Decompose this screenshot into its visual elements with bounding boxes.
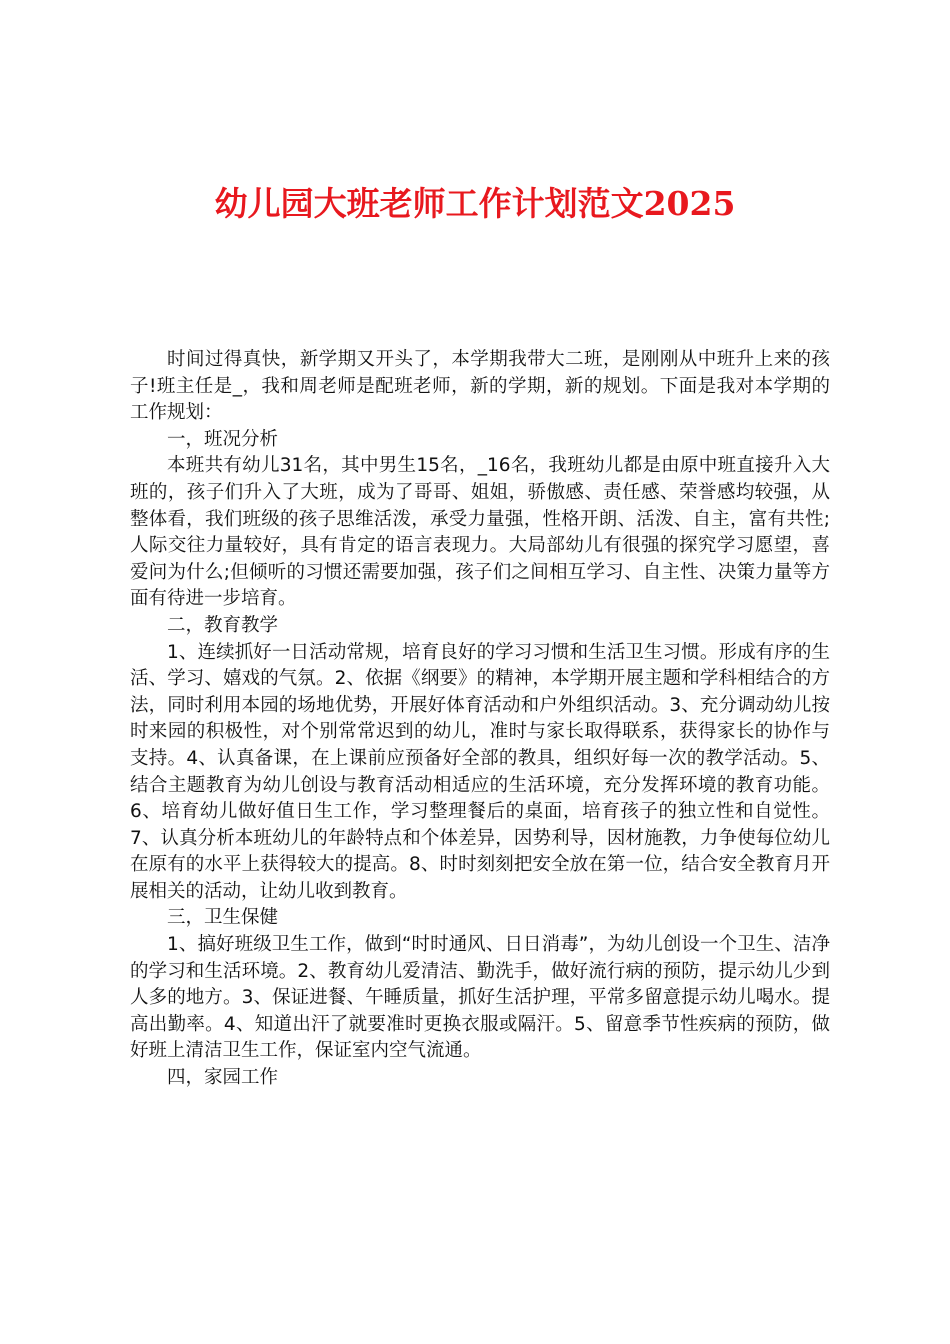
section-heading-home-school: 四，家园工作 <box>167 1067 279 1089</box>
document-body <box>130 347 830 1092</box>
intro-paragraph: 时间过得真快，新学期又开头了，本学期我带大二班，是刚刚从中班升上来的孩子!班主任是_，我和周老师是配班老师，新的学期，新的规划。下面是我对本学期的工作规划： <box>130 349 830 424</box>
teaching-paragraph: 1、连续抓好一日活动常规，培育良好的学习习惯和生活卫生习惯。形成有序的生活、学习、嬉戏的气氛。2、依据《纲要》的精神，本学期开展主题和学科相结合的方法，同时利用本园的场地优势，开展好体育活动和户外组织活动。3、充分调动幼儿按时来园的积极性，对个别常常迟到的幼儿，准时与家长取得联系，获得家长的协作与支持。4、认真备课，在上课前应预备好全部的教具，组织好每一次的教学活动。5、结合主题教育为幼儿创设与教育活动相适应的生活环境，充分发挥环境的教育功能。6、培育幼儿做好值日生工作，学习整理餐后的桌面，培育孩子的独立性和自觉性。7、认真分析本班幼儿的年龄特点和个体差异，因势利导，因材施教，力争使每位幼儿在原有的水平上获得较大的提高。8、时时刻刻把安全放在第一位，结合安全教育月开展相关的活动，让幼儿收到教育。 <box>130 641 830 902</box>
health-paragraph: 1、搞好班级卫生工作，做到“时时通风、日日消毒”，为幼儿创设一个卫生、洁净的学习和生活环境。2、教育幼儿爱清洁、勤洗手，做好流行病的预防，提示幼儿少到人多的地方。3、保证进餐、午睡质量，抓好生活护理，平常多留意提示幼儿喝水。提高出勤率。4、知道出汗了就要准时更换衣服或隔汗。5、留意季节性疾病的预防，做好班上清洁卫生工作，保证室内空气流通。 <box>130 934 830 1062</box>
class-analysis-paragraph: 本班共有幼儿31名，其中男生15名，_16名，我班幼儿都是由原中班直接升入大班的，孩子们升入了大班，成为了哥哥、姐姐，骄傲感、责任感、荣誉感均较强，从整体看，我们班级的孩子思维活泼，承受力量强，性格开朗、活泼、自主，富有共性;人际交往力量较好，具有肯定的语言表现力。大局部幼儿有很强的探究学习愿望，喜爱问为什么;但倾听的习惯还需要加强，孩子们之间相互学习、自主性、决策力量等方面有待进一步培育。 <box>130 455 830 610</box>
section-heading-teaching: 二，教育教学 <box>167 614 279 636</box>
section-heading-health: 三，卫生保健 <box>167 907 279 929</box>
section-heading-class-analysis: 一，班况分析 <box>167 428 279 450</box>
document-title: 幼儿园大班老师工作计划范文2025 <box>214 184 736 223</box>
